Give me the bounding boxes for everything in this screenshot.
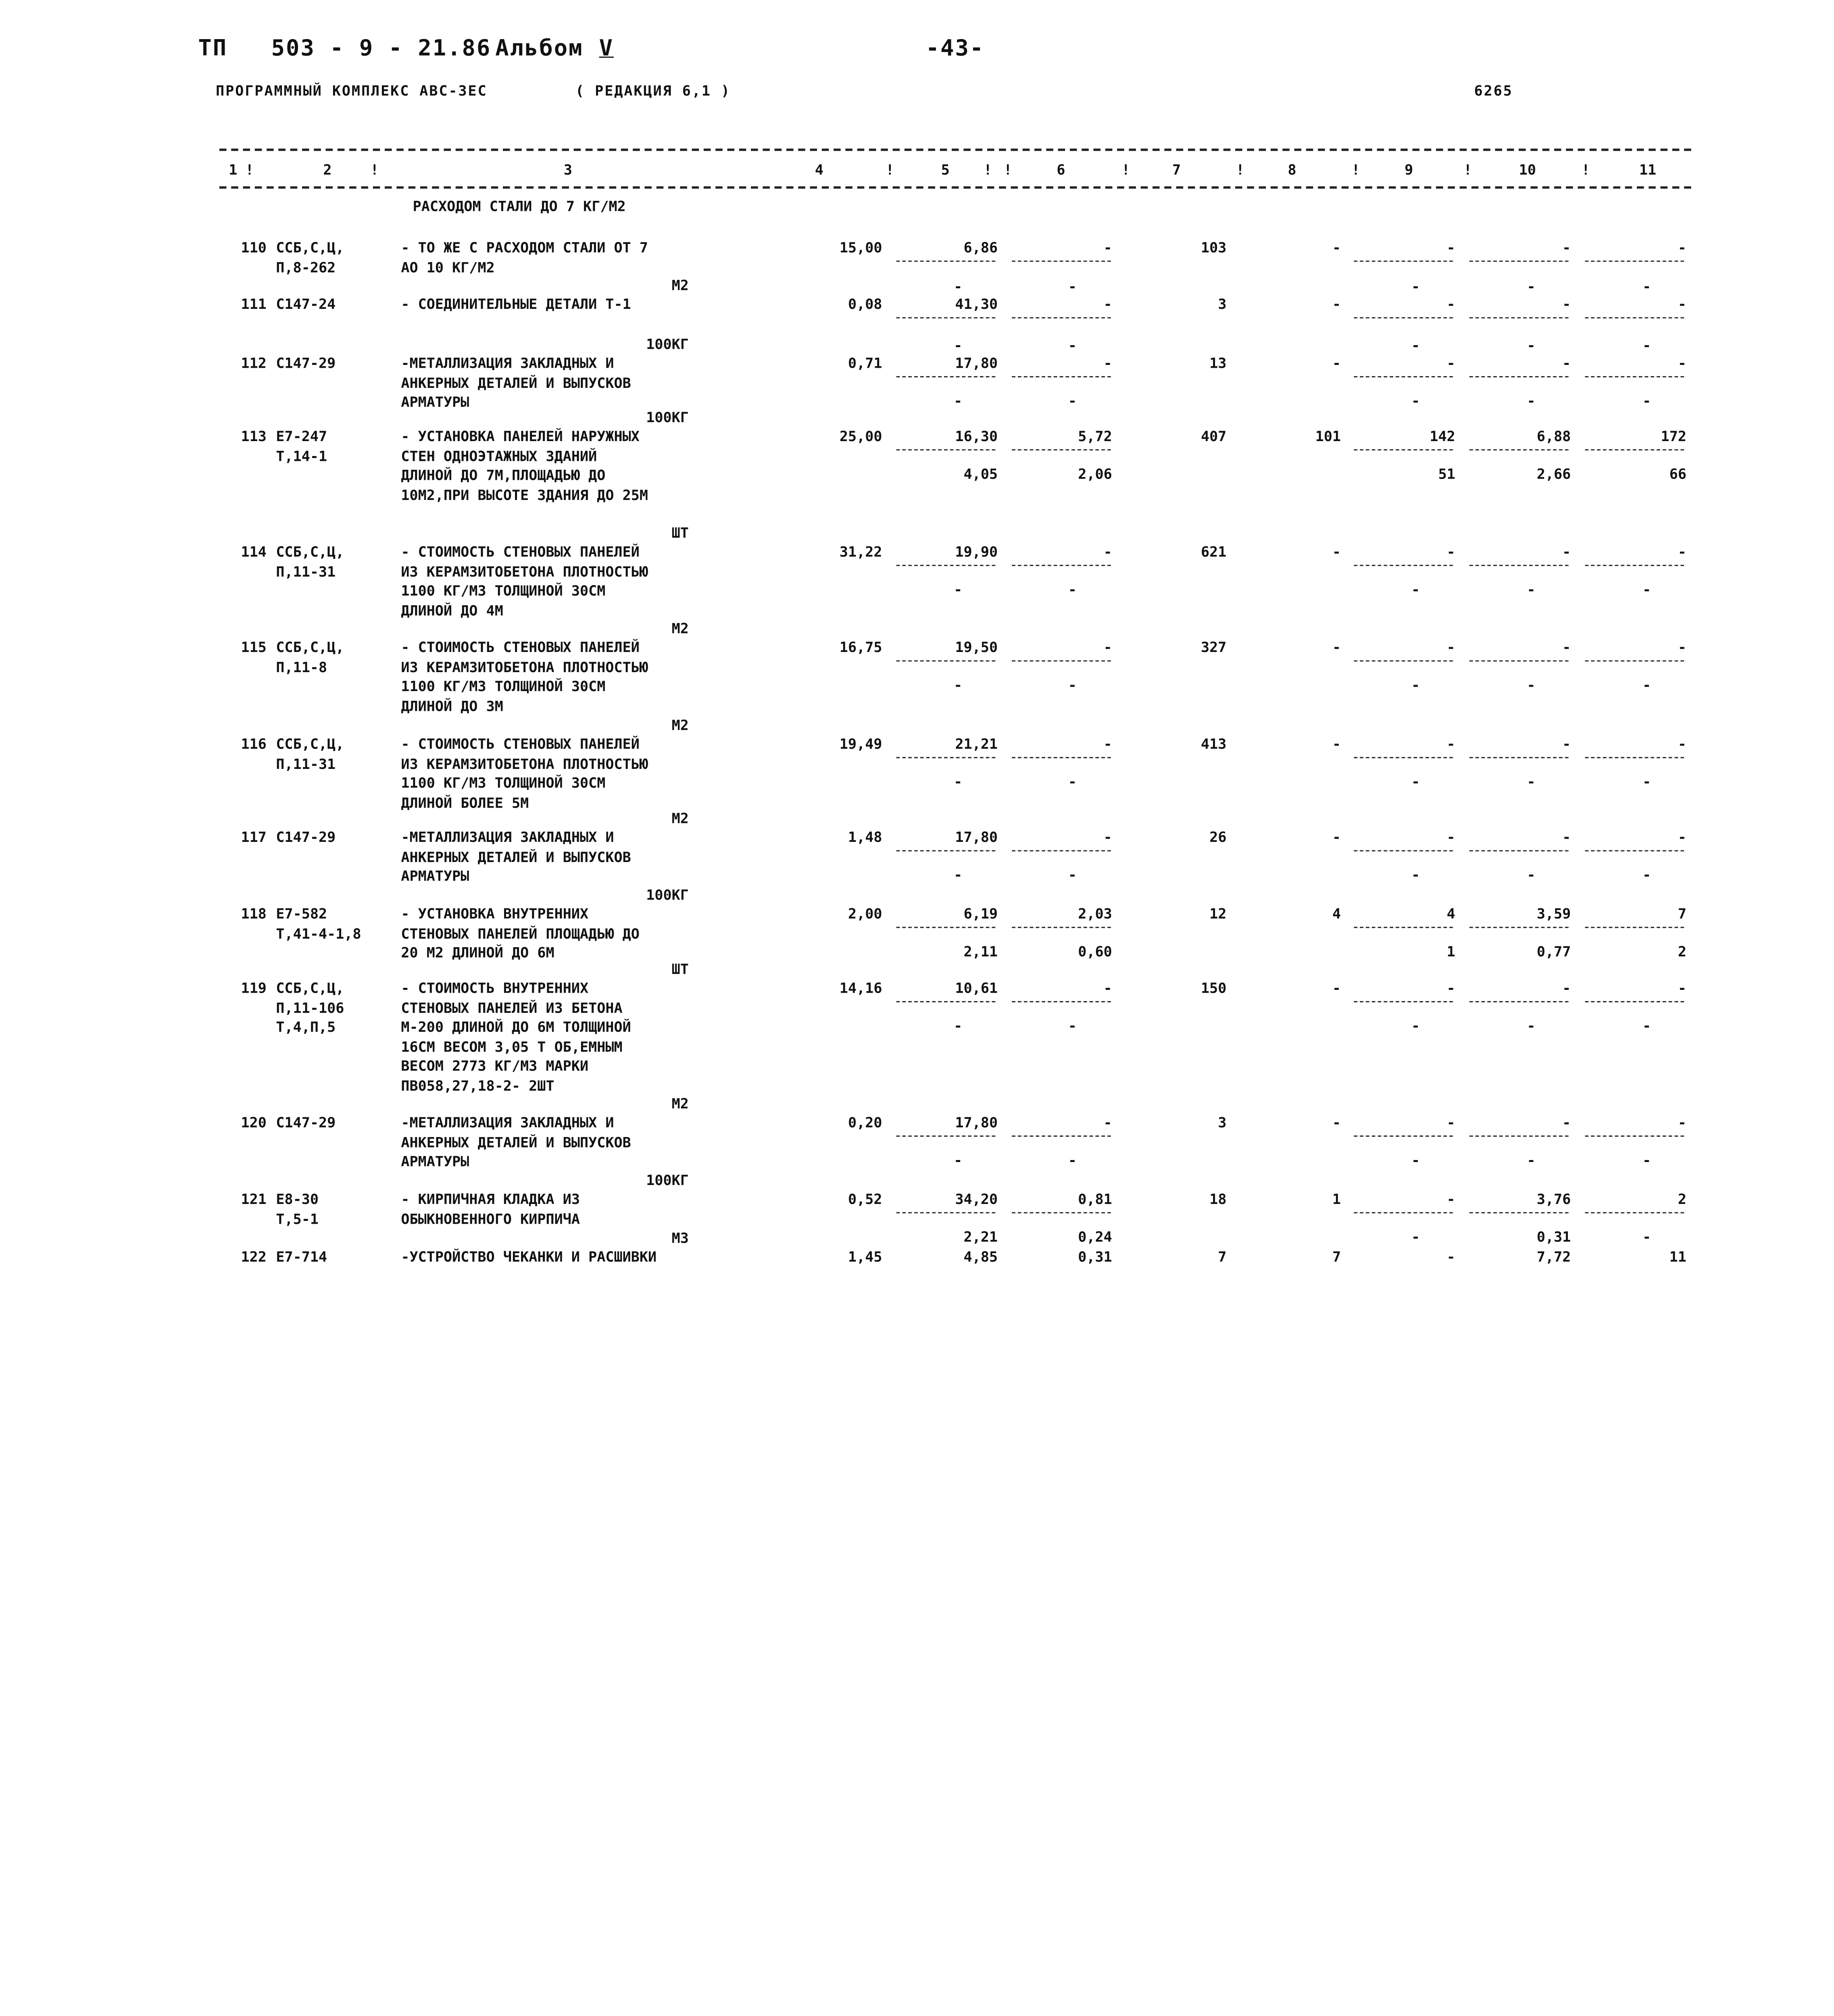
table-top-rule <box>219 148 1691 151</box>
cell-c9: - <box>1446 239 1455 256</box>
cell-c4: 1,48 <box>848 829 882 846</box>
cell-c8: 1 <box>1332 1191 1341 1208</box>
unit-label: М2 <box>671 717 689 734</box>
cell-c4: 0,08 <box>848 296 882 312</box>
cell-lower-c9: - <box>1411 1017 1420 1034</box>
program-edition: ( РЕДАКЦИЯ 6,1 ) <box>575 82 731 99</box>
cell-divider <box>896 660 996 662</box>
unit-label: 100КГ <box>646 409 689 426</box>
row-number: 110 <box>241 239 267 256</box>
cell-c9: - <box>1446 1249 1455 1265</box>
cell-lower-c9: - <box>1411 1152 1420 1169</box>
cell-lower-c9: - <box>1411 677 1420 694</box>
cell-c5: 34,20 <box>955 1191 998 1208</box>
cell-divider <box>1585 565 1684 566</box>
cell-c11: - <box>1678 544 1687 560</box>
cell-upper-c11: - <box>1642 278 1651 295</box>
unit-label: 100КГ <box>646 1172 689 1189</box>
row-number: 118 <box>241 906 267 922</box>
col-header-7: 7 <box>1172 161 1181 178</box>
cell-divider <box>1354 1212 1453 1213</box>
cell-lower-c5: - <box>954 581 963 598</box>
work-description: - СТОИМОСТЬ СТЕНОВЫХ ПАНЕЛЕЙ ИЗ КЕРАМЗИТОБЕТОНА ПЛОТНОСТЬЮ 1100 КГ/М3 ТОЛЩИНОЙ 30СМ ДЛИНОЙ ДО 4М <box>401 544 648 619</box>
cell-lower-c11: - <box>1642 1152 1651 1169</box>
cell-c8: 101 <box>1315 428 1341 445</box>
cell-divider <box>1354 757 1453 758</box>
cell-lower-c6: - <box>1068 581 1077 598</box>
cell-c6: - <box>1103 1114 1112 1131</box>
cell-divider <box>896 757 996 758</box>
cell-divider <box>1585 1135 1684 1137</box>
cell-lower-c5: 2,11 <box>963 943 998 960</box>
cell-c10: - <box>1562 355 1571 372</box>
unit-label: М2 <box>671 810 689 827</box>
cell-c8: - <box>1332 980 1341 997</box>
work-description: - СТОИМОСТЬ СТЕНОВЫХ ПАНЕЛЕЙ ИЗ КЕРАМЗИТОБЕТОНА ПЛОТНОСТЬЮ 1100 КГ/М3 ТОЛЩИНОЙ 30СМ ДЛИНОЙ ДО 3М <box>401 639 648 714</box>
cell-c9: - <box>1446 980 1455 997</box>
row-number: 114 <box>241 544 267 560</box>
cell-c7: 150 <box>1201 980 1227 997</box>
cell-c8: - <box>1332 239 1341 256</box>
cell-c9: - <box>1446 355 1455 372</box>
cell-divider <box>1354 850 1453 852</box>
cell-divider <box>1012 1001 1111 1002</box>
cell-c4: 0,20 <box>848 1114 882 1131</box>
cell-divider <box>1012 1212 1111 1213</box>
cell-c11: - <box>1678 355 1687 372</box>
norm-code: ССБ,С,Ц, П,8-262 <box>276 239 344 275</box>
cell-c5: 19,50 <box>955 639 998 656</box>
row-number: 122 <box>241 1249 267 1265</box>
cell-c11: - <box>1678 735 1687 752</box>
cell-c7: 18 <box>1209 1191 1227 1208</box>
cell-c7: 413 <box>1201 735 1227 752</box>
norm-code: С147-29 <box>276 355 336 372</box>
cell-c10: 7,72 <box>1536 1249 1571 1265</box>
cell-c10: - <box>1562 829 1571 846</box>
unit-label: 100КГ <box>646 887 689 904</box>
work-description: - СТОИМОСТЬ ВНУТРЕННИХ СТЕНОВЫХ ПАНЕЛЕЙ ИЗ БЕТОНА М-200 ДЛИНОЙ ДО 6М ТОЛЩИНОЙ 16СМ ВЕСОМ 3,05 Т ОБ,ЕМНЫМ ВЕСОМ 2773 КГ/М3 МАРКИ ПВ058,27,18-2- 2ШТ <box>401 980 631 1094</box>
cell-lower-c10: - <box>1527 1017 1536 1034</box>
cell-divider <box>896 1212 996 1213</box>
cell-divider <box>1469 376 1569 377</box>
cell-c10: - <box>1562 1114 1571 1131</box>
cell-lower-c9: - <box>1411 1229 1420 1245</box>
col-header-4: 4 <box>815 161 823 178</box>
cell-lower-c9: - <box>1411 773 1420 790</box>
cell-divider <box>1469 927 1569 928</box>
work-description: - СТОИМОСТЬ СТЕНОВЫХ ПАНЕЛЕЙ ИЗ КЕРАМЗИТОБЕТОНА ПЛОТНОСТЬЮ 1100 КГ/М3 ТОЛЩИНОЙ 30СМ ДЛИНОЙ БОЛЕЕ 5М <box>401 735 648 811</box>
cell-c9: - <box>1446 544 1455 560</box>
work-description: - КИРПИЧНАЯ КЛАДКА ИЗ ОБЫКНОВЕННОГО КИРПИЧА <box>401 1191 580 1227</box>
cell-divider <box>1585 660 1684 662</box>
cell-divider <box>896 927 996 928</box>
cell-c8: - <box>1332 829 1341 846</box>
cell-c4: 31,22 <box>839 544 882 560</box>
work-description: - ТО ЖЕ С РАСХОДОМ СТАЛИ ОТ 7 АО 10 КГ/М2 <box>401 239 648 275</box>
cell-lower-c6: - <box>1068 1017 1077 1034</box>
cell-lower-c10: - <box>1527 866 1536 883</box>
cell-c6: 0,31 <box>1078 1249 1112 1265</box>
cell-c9: - <box>1446 1191 1455 1208</box>
cell-divider <box>896 1135 996 1137</box>
cell-c10: - <box>1562 639 1571 656</box>
cell-c11: 11 <box>1669 1249 1687 1265</box>
cell-lower-c11: 66 <box>1669 466 1687 483</box>
cell-c5: 6,19 <box>963 906 998 922</box>
col-header-3: 3 <box>563 161 573 178</box>
norm-code: ССБ,С,Ц, П,11-31 <box>276 735 344 772</box>
cell-c7: 3 <box>1218 1114 1227 1131</box>
cell-divider <box>896 317 996 319</box>
cell-divider <box>896 449 996 450</box>
cell-lower-c11: - <box>1642 773 1651 790</box>
cell-c4: 25,00 <box>839 428 882 445</box>
cell-divider <box>896 1001 996 1002</box>
cell-divider <box>1354 449 1453 450</box>
row-number: 113 <box>241 428 267 445</box>
unit-label: ШТ <box>671 525 689 541</box>
work-description: - УСТАНОВКА ПАНЕЛЕЙ НАРУЖНЫХ СТЕН ОДНОЭТАЖНЫХ ЗДАНИЙ ДЛИНОЙ ДО 7М,ПЛОЩАДЬЮ ДО 10М2,ПРИ ВЫСОТЕ ЗДАНИЯ ДО 25М <box>401 428 648 503</box>
cell-lower-c11: - <box>1642 866 1651 883</box>
unit-label: М3 <box>671 1230 689 1247</box>
cell-lower-c11: - <box>1642 392 1651 409</box>
cell-c4: 19,49 <box>839 735 882 752</box>
col-header-5: 5 <box>941 161 950 178</box>
header-tp: ТП <box>198 35 228 62</box>
cell-lower-c5: - <box>954 866 963 883</box>
cell-divider <box>1012 449 1111 450</box>
cell-divider <box>1469 1135 1569 1137</box>
cell-divider <box>896 260 996 262</box>
row-number: 111 <box>241 296 267 312</box>
cell-lower-c5: - <box>954 1152 963 1169</box>
cell-c10: - <box>1562 980 1571 997</box>
cell-c4: 15,00 <box>839 239 882 256</box>
cell-lower-c6: - <box>1068 773 1077 790</box>
cell-divider <box>1585 1001 1684 1002</box>
cell-upper-c10: - <box>1527 278 1536 295</box>
cell-c8: - <box>1332 355 1341 372</box>
cell-c6: - <box>1103 544 1112 560</box>
norm-code: ССБ,С,Ц, П,11-106 Т,4,П,5 <box>276 980 344 1035</box>
cell-c7: 327 <box>1201 639 1227 656</box>
cell-c8: - <box>1332 639 1341 656</box>
cell-c7: 3 <box>1218 296 1227 312</box>
cell-c7: 12 <box>1209 906 1227 922</box>
cell-c4: 1,45 <box>848 1249 882 1265</box>
program-name: ПРОГРАММНЫЙ КОМПЛЕКС АВС-3ЕС <box>216 82 488 99</box>
cell-lower-c9: - <box>1411 866 1420 883</box>
cell-lower-c11: - <box>1642 581 1651 598</box>
norm-code: ССБ,С,Ц, П,11-31 <box>276 544 344 580</box>
cell-divider <box>1469 757 1569 758</box>
cell-c5: 4,85 <box>963 1249 998 1265</box>
cell-divider <box>1469 1212 1569 1213</box>
cell-divider <box>1012 1135 1111 1137</box>
cell-upper-c5: - <box>954 337 963 354</box>
cell-upper-c6: - <box>1068 278 1077 295</box>
cell-c5: 17,80 <box>955 829 998 846</box>
row-number: 120 <box>241 1114 267 1131</box>
document-code: 6265 <box>1474 82 1513 99</box>
cell-lower-c10: - <box>1527 773 1536 790</box>
cell-c5: 21,21 <box>955 735 998 752</box>
cell-upper-c5: - <box>954 278 963 295</box>
cell-c6: - <box>1103 239 1112 256</box>
cell-divider <box>1469 565 1569 566</box>
cell-lower-c6: 0,24 <box>1078 1229 1112 1245</box>
col-header-6: 6 <box>1057 161 1065 178</box>
cell-c6: 2,03 <box>1078 906 1112 922</box>
norm-code: С147-29 <box>276 1114 336 1131</box>
cell-c9: - <box>1446 735 1455 752</box>
cell-c11: - <box>1678 829 1687 846</box>
cell-divider <box>1469 260 1569 262</box>
norm-code: Е8-30 Т,5-1 <box>276 1191 319 1227</box>
norm-code: Е7-582 Т,41-4-1,8 <box>276 906 361 942</box>
norm-code: Е7-714 <box>276 1249 327 1265</box>
cell-c10: - <box>1562 239 1571 256</box>
cell-c10: 3,59 <box>1536 906 1571 922</box>
cell-lower-c11: 2 <box>1678 943 1687 960</box>
col-header-2: 2 <box>323 161 332 178</box>
cell-c6: - <box>1103 355 1112 372</box>
cell-lower-c6: - <box>1068 1152 1077 1169</box>
cell-lower-c5: - <box>954 1017 963 1034</box>
cell-c6: - <box>1103 735 1112 752</box>
unit-label: М2 <box>671 277 689 294</box>
cell-divider <box>1354 1001 1453 1002</box>
work-description: -УСТРОЙСТВО ЧЕКАНКИ И РАСШИВКИ <box>401 1249 657 1265</box>
cell-lower-c5: 4,05 <box>963 466 998 483</box>
cell-lower-c5: 2,21 <box>963 1229 998 1245</box>
col-header-9: 9 <box>1405 161 1413 178</box>
cell-lower-c5: - <box>954 677 963 694</box>
cell-divider <box>1354 1135 1453 1137</box>
cell-divider <box>1469 1001 1569 1002</box>
cell-c4: 0,71 <box>848 355 882 372</box>
cell-c8: - <box>1332 544 1341 560</box>
cell-lower-c9: - <box>1411 392 1420 409</box>
work-description: -МЕТАЛЛИЗАЦИЯ ЗАКЛАДНЫХ И АНКЕРНЫХ ДЕТАЛЕЙ И ВЫПУСКОВ АРМАТУРЫ <box>401 355 631 410</box>
col-header-11: 11 <box>1639 161 1657 178</box>
row-number: 115 <box>241 639 267 656</box>
cell-c7: 7 <box>1218 1249 1227 1265</box>
cell-upper-c9: - <box>1411 278 1420 295</box>
cell-lower-c6: - <box>1068 866 1077 883</box>
norm-code: С147-29 <box>276 829 336 846</box>
header-series: 503 - 9 - 21.86 <box>271 35 492 62</box>
cell-c8: 4 <box>1332 906 1341 922</box>
header-album-number: V <box>599 35 614 62</box>
norm-code: Е7-247 Т,14-1 <box>276 428 327 464</box>
cell-c6: - <box>1103 296 1112 312</box>
cell-c11: 172 <box>1661 428 1687 445</box>
cell-c11: - <box>1678 1114 1687 1131</box>
cell-c7: 621 <box>1201 544 1227 560</box>
cell-divider <box>1585 1212 1684 1213</box>
cell-divider <box>1469 850 1569 852</box>
cell-c6: - <box>1103 980 1112 997</box>
cell-lower-c5: - <box>954 773 963 790</box>
cell-upper-c10: - <box>1527 337 1536 354</box>
cell-lower-c10: - <box>1527 581 1536 598</box>
cell-divider <box>1354 376 1453 377</box>
cell-lower-c6: - <box>1068 677 1077 694</box>
cell-c7: 407 <box>1201 428 1227 445</box>
cell-divider <box>1012 927 1111 928</box>
cell-lower-c6: 2,06 <box>1078 466 1112 483</box>
cell-c10: 6,88 <box>1536 428 1571 445</box>
cell-lower-c10: - <box>1527 392 1536 409</box>
cell-c8: 7 <box>1332 1249 1341 1265</box>
cell-divider <box>1469 449 1569 450</box>
cell-lower-c10: 0,31 <box>1536 1229 1571 1245</box>
cell-c11: 2 <box>1678 1191 1687 1208</box>
cell-divider <box>1012 660 1111 662</box>
work-description: - УСТАНОВКА ВНУТРЕННИХ СТЕНОВЫХ ПАНЕЛЕЙ ПЛОЩАДЬЮ ДО 20 М2 ДЛИНОЙ ДО 6М <box>401 906 640 961</box>
cell-lower-c11: - <box>1642 1017 1651 1034</box>
cell-lower-c6: - <box>1068 392 1077 409</box>
norm-code: ССБ,С,Ц, П,11-8 <box>276 639 344 675</box>
cell-c10: - <box>1562 544 1571 560</box>
cell-lower-c5: - <box>954 392 963 409</box>
row-number: 112 <box>241 355 267 372</box>
cell-lower-c10: - <box>1527 1152 1536 1169</box>
cell-c9: - <box>1446 829 1455 846</box>
cell-c9: - <box>1446 639 1455 656</box>
cell-c10: - <box>1562 296 1571 312</box>
unit-label: ШТ <box>671 961 689 978</box>
cell-divider <box>1585 376 1684 377</box>
cell-divider <box>1585 757 1684 758</box>
cell-lower-c9: 51 <box>1438 466 1455 483</box>
cell-lower-c10: 2,66 <box>1536 466 1571 483</box>
cell-c9: 142 <box>1430 428 1455 445</box>
header-album: Альбом <box>495 35 584 62</box>
cell-divider <box>1469 317 1569 319</box>
col-header-8: 8 <box>1288 161 1296 178</box>
cell-upper-c6: - <box>1068 337 1077 354</box>
unit-label: М2 <box>671 620 689 637</box>
cell-c4: 0,52 <box>848 1191 882 1208</box>
cell-c9: - <box>1446 1114 1455 1131</box>
cell-c6: - <box>1103 639 1112 656</box>
cell-c4: 14,16 <box>839 980 882 997</box>
row-number: 117 <box>241 829 267 846</box>
cell-c8: - <box>1332 735 1341 752</box>
cell-c11: 7 <box>1678 906 1687 922</box>
cell-c7: 103 <box>1201 239 1227 256</box>
cell-lower-c6: 0,60 <box>1078 943 1112 960</box>
cell-divider <box>1354 565 1453 566</box>
cell-upper-c11: - <box>1642 337 1651 354</box>
cell-divider <box>896 850 996 852</box>
cell-c6: 0,81 <box>1078 1191 1112 1208</box>
cell-c5: 19,90 <box>955 544 998 560</box>
cell-divider <box>1585 449 1684 450</box>
cell-upper-c9: - <box>1411 337 1420 354</box>
cell-c5: 6,86 <box>963 239 998 256</box>
cell-c4: 2,00 <box>848 906 882 922</box>
cell-divider <box>1469 660 1569 662</box>
cell-lower-c10: 0,77 <box>1536 943 1571 960</box>
row-number: 121 <box>241 1191 267 1208</box>
cell-c6: - <box>1103 829 1112 846</box>
cell-c11: - <box>1678 639 1687 656</box>
document-page: ТП 503 - 9 - 21.86 Альбом V -43- ПРОГРАММНЫЙ КОМПЛЕКС АВС-3ЕС ( РЕДАКЦИЯ 6,1 ) 6265 1 2 3 4 5 6 7 8 9 10 11 ! ! ! ! ! ! ! ! ! ! РАСХОДОМ СТАЛИ ДО 7 КГ/М2 110 ССБ,С,Ц, П,8-262 - ТО ЖЕ С РАСХОДОМ СТАЛИ ОТ 7 АО 10 КГ/М2 15,00 6,86 - 103 - - - - М2 111 С147-24 - СОЕДИНИТЕЛЬНЫЕ ДЕТАЛИ Т-1 0,08 41,30 - 3 - - - - - - - - - 100КГ 112 С147-29 -МЕТАЛЛИЗАЦИЯ ЗАКЛАДНЫХ И АНКЕРНЫХ ДЕТАЛЕЙ И ВЫПУСКОВ АРМАТУРЫ 0,71 17,80 - 13 - - - - - - - - - - - - - - 100КГ 113 Е7-247 Т,14-1 - УСТАНОВКА ПАНЕЛЕЙ НАРУЖНЫХ СТЕН ОДНОЭТАЖНЫХ ЗДАНИЙ ДЛИНОЙ ДО 7М,ПЛОЩАДЬЮ ДО 10М2,ПРИ ВЫСОТЕ ЗДАНИЯ ДО 25М 25,00 16,30 5,72 407 101 142 6,88 172 4,05 2,06 51 2,66 66 ШТ 114 ССБ,С,Ц, П,11-31 - СТОИМОСТЬ СТЕНОВЫХ ПАНЕЛЕЙ ИЗ КЕРАМЗИТОБЕТОНА ПЛОТНОСТЬЮ 1100 КГ/М3 ТОЛЩИНОЙ 30СМ ДЛИНОЙ ДО 4М 31,22 19,90 - 621 - - - - - - - - - М2 115 ССБ,С,Ц, П,11-8 - СТОИМОСТЬ СТЕНОВЫХ ПАНЕЛЕЙ ИЗ КЕРАМЗИТОБЕТОНА ПЛОТНОСТЬЮ 1100 КГ/М3 ТОЛЩИНОЙ 30СМ ДЛИНОЙ ДО 3М 16,75 19,50 - 327 - - - - - - - - - М2 116 ССБ,С,Ц, П,11-31 - СТОИМОСТЬ СТЕНОВЫХ ПАНЕЛЕЙ ИЗ КЕРАМЗИТОБЕТОНА ПЛОТНОСТЬЮ 1100 КГ/М3 ТОЛЩИНОЙ 30СМ ДЛИНОЙ БОЛЕЕ 5М 19,49 21,21 - 413 - - - - - - - - - М2 117 С147-29 -МЕТАЛЛИЗАЦИЯ ЗАКЛАДНЫХ И АНКЕРНЫХ ДЕТАЛЕЙ И ВЫПУСКОВ АРМАТУРЫ 1,48 17,80 - 26 - - - - - - - - - 100КГ 118 Е7-582 Т,41-4-1,8 - УСТАНОВКА ВНУТРЕННИХ СТЕНОВЫХ ПАНЕЛЕЙ ПЛОЩАДЬЮ ДО 20 М2 ДЛИНОЙ ДО 6М 2,00 6,19 2,03 12 4 4 3,59 7 2,11 0,60 1 0,77 2 ШТ 119 ССБ,С,Ц, П,11-106 Т,4,П,5 - СТОИМОСТЬ ВНУТРЕННИХ СТЕНОВЫХ ПАНЕЛЕЙ ИЗ БЕТОНА М-200 ДЛИНОЙ ДО 6М ТОЛЩИНОЙ 16СМ ВЕСОМ 3,05 Т ОБ,ЕМНЫМ ВЕСОМ 2773 КГ/М3 МАРКИ ПВ058,27,18-2- 2ШТ 14,16 10,61 - 150 - - - - - - - - - М2 120 С147-29 -МЕТАЛЛИЗАЦИЯ ЗАКЛАДНЫХ И АНКЕРНЫХ ДЕТАЛЕЙ И ВЫПУСКОВ АРМАТУРЫ 0,20 17,80 - 3 - - - - - - - - - 100КГ 121 Е8-30 Т,5-1 - КИРПИЧНАЯ КЛАДКА ИЗ ОБЫКНОВЕННОГО КИРПИЧА 0,52 34,20 0,81 18 1 - 3,76 2 2,21 0,24 - 0,31 - М3 122 Е7-714 -УСТРОЙСТВО ЧЕКАНКИ И РАСШИВКИ 1,45 4,85 0,31 7 7 - 7,72 11 <box>0 0 1834 2016</box>
cell-divider <box>1012 565 1111 566</box>
row-number: 119 <box>241 980 267 997</box>
cell-divider <box>1012 317 1111 319</box>
cell-divider <box>1585 317 1684 319</box>
unit-label: 100КГ <box>646 336 689 353</box>
cell-divider <box>1012 376 1111 377</box>
cell-c6: 5,72 <box>1078 428 1112 445</box>
cell-lower-c9: - <box>1411 581 1420 598</box>
work-description: - СОЕДИНИТЕЛЬНЫЕ ДЕТАЛИ Т-1 <box>401 296 631 312</box>
cell-divider <box>1585 850 1684 852</box>
unit-label: М2 <box>671 1095 689 1112</box>
cell-lower-c10: - <box>1527 677 1536 694</box>
cell-divider <box>896 565 996 566</box>
cell-divider <box>1012 850 1111 852</box>
cell-c11: - <box>1678 239 1687 256</box>
cell-divider <box>1354 317 1453 319</box>
table-header-rule <box>219 186 1691 189</box>
cell-divider <box>1354 660 1453 662</box>
cell-c4: 16,75 <box>839 639 882 656</box>
cell-divider <box>896 376 996 377</box>
cell-c9: 4 <box>1446 906 1455 922</box>
cell-c7: 13 <box>1209 355 1227 372</box>
cell-c5: 10,61 <box>955 980 998 997</box>
cell-c10: 3,76 <box>1536 1191 1571 1208</box>
cell-divider <box>1354 260 1453 262</box>
cell-lower-c11: - <box>1642 677 1651 694</box>
cell-c8: - <box>1332 1114 1341 1131</box>
cell-lower-c9: 1 <box>1446 943 1455 960</box>
cell-c9: - <box>1446 296 1455 312</box>
cell-divider <box>1585 260 1684 262</box>
cell-c7: 26 <box>1209 829 1227 846</box>
cell-divider <box>1012 260 1111 262</box>
page-number: -43- <box>925 35 985 62</box>
col-header-1: 1 <box>229 161 238 178</box>
cell-c5: 17,80 <box>955 1114 998 1131</box>
work-description: -МЕТАЛЛИЗАЦИЯ ЗАКЛАДНЫХ И АНКЕРНЫХ ДЕТАЛЕЙ И ВЫПУСКОВ АРМАТУРЫ <box>401 1114 631 1170</box>
cell-c8: - <box>1332 296 1341 312</box>
cell-c5: 17,80 <box>955 355 998 372</box>
cell-c5: 16,30 <box>955 428 998 445</box>
column-header-row: 1 2 3 4 5 6 7 8 9 10 11 ! ! ! ! ! ! ! ! ! ! <box>229 161 1657 178</box>
norm-code: С147-24 <box>276 296 336 312</box>
row-number: 116 <box>241 735 267 752</box>
cell-divider <box>1354 927 1453 928</box>
cell-c10: - <box>1562 735 1571 752</box>
cell-c5: 41,30 <box>955 296 998 312</box>
cell-divider <box>1585 927 1684 928</box>
cell-divider <box>1012 757 1111 758</box>
col-header-10: 10 <box>1519 161 1536 178</box>
work-description: -МЕТАЛЛИЗАЦИЯ ЗАКЛАДНЫХ И АНКЕРНЫХ ДЕТАЛЕЙ И ВЫПУСКОВ АРМАТУРЫ <box>401 829 631 885</box>
cell-c11: - <box>1678 980 1687 997</box>
cell-c11: - <box>1678 296 1687 312</box>
cell-lower-c11: - <box>1642 1229 1651 1245</box>
